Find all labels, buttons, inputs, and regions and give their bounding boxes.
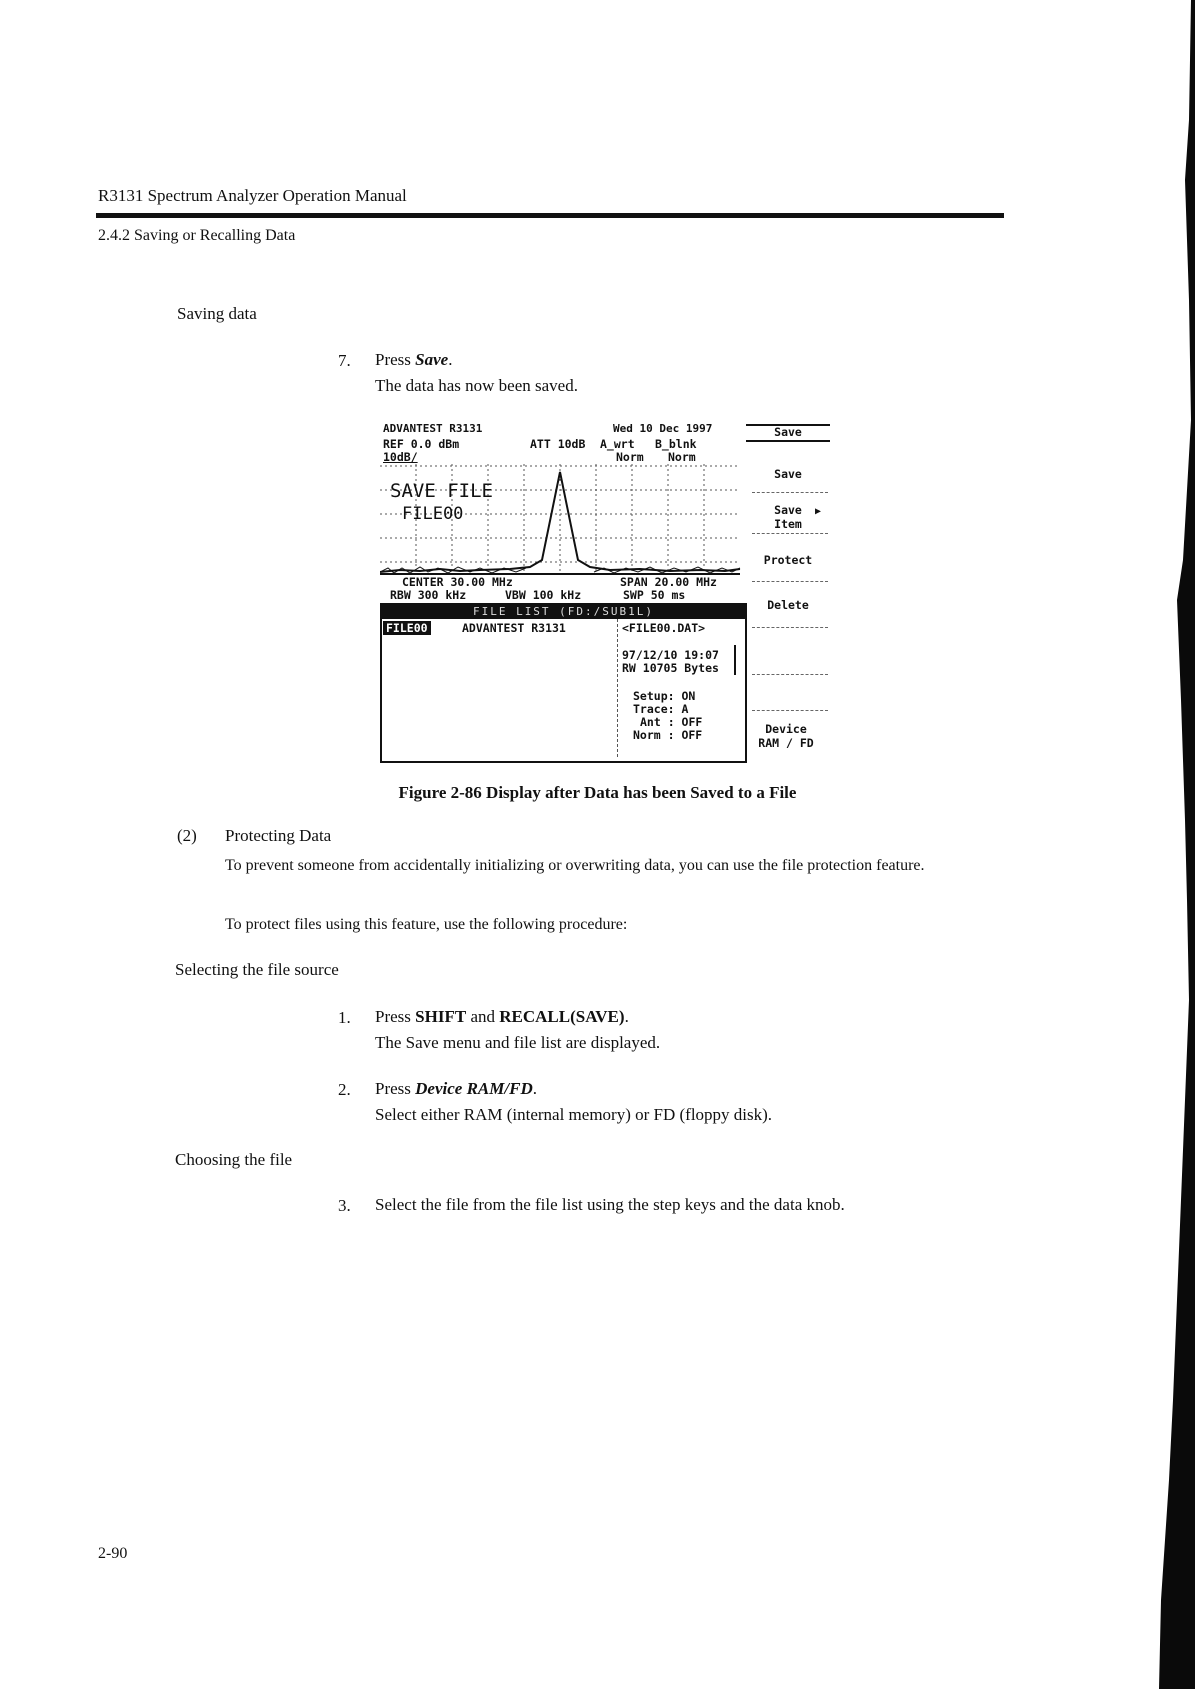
submenu-arrow-icon: ▶	[815, 506, 822, 517]
step-3-number: 3.	[338, 1196, 351, 1215]
softkey-title-rule	[746, 440, 830, 442]
screen-ref-level: REF 0.0 dBm	[383, 437, 460, 451]
scan-edge-shadow	[1155, 0, 1195, 1689]
file-date: 97/12/10 19:07	[622, 648, 719, 662]
section-2-number: (2)	[177, 826, 197, 845]
screen-rbw: RBW 300 kHz	[390, 588, 467, 602]
protecting-paragraph-1: To prevent someone from accidentally initializing or overwriting data, you can use the file protection feature.	[225, 857, 925, 874]
step-1-result: The Save menu and file list are displayed.	[375, 1033, 661, 1052]
softkey-save[interactable]: Save	[774, 467, 802, 481]
screen-attenuation: ATT 10dB	[530, 437, 586, 451]
selected-file[interactable]: FILE00	[383, 621, 431, 635]
softkey-menu-title: Save	[774, 425, 802, 439]
file-description: ADVANTEST R3131	[462, 621, 566, 635]
step-2-result: Select either RAM (internal memory) or FD (floppy disk).	[375, 1105, 773, 1124]
file-list-row[interactable]	[383, 621, 431, 635]
file-dat-name: <FILE00.DAT>	[622, 621, 706, 635]
section-title: 2.4.2 Saving or Recalling Data	[98, 227, 296, 244]
figure-caption: Figure 2-86 Display after Data has been Saved to a File	[398, 783, 797, 802]
screen-date: Wed 10 Dec 1997	[613, 422, 713, 435]
analyzer-display	[380, 420, 830, 765]
step-7-number: 7.	[338, 351, 351, 370]
file-norm: Norm : OFF	[633, 728, 703, 742]
file-size: RW 10705 Bytes	[622, 661, 719, 675]
screen-norm-b: Norm	[668, 450, 696, 464]
step-2-text: Press Device RAM/FD.	[375, 1079, 537, 1098]
recall-save-key-ref: RECALL(SAVE)	[499, 1007, 625, 1026]
screen-sweep: SWP 50 ms	[623, 588, 686, 602]
screen-span: SPAN 20.00 MHz	[620, 575, 717, 589]
file-ant: Ant : OFF	[640, 715, 703, 729]
screen-trace-b: B_blnk	[655, 437, 697, 451]
screen-vbw: VBW 100 kHz	[505, 588, 582, 602]
shift-key-ref: SHIFT	[415, 1007, 467, 1026]
screen-norm-a: Norm	[616, 450, 644, 464]
screen-trace-a: A_wrt	[600, 437, 635, 451]
screen-brand: ADVANTEST R3131	[383, 422, 483, 435]
screen-scale: 10dB/	[383, 450, 418, 464]
saved-file-name: FILE00	[402, 504, 464, 524]
manual-title: R3131 Spectrum Analyzer Operation Manual	[98, 186, 407, 205]
save-key-ref: Save	[415, 350, 449, 369]
selecting-source-heading: Selecting the file source	[175, 960, 339, 979]
device-ram-fd-key-ref: Device RAM/FD	[415, 1079, 533, 1098]
step-1-text: Press SHIFT and RECALL(SAVE).	[375, 1007, 629, 1026]
saving-data-heading: Saving data	[177, 304, 257, 323]
step-3-text: Select the file from the file list using the step keys and the data knob.	[375, 1195, 845, 1214]
step-7-result: The data has now been saved.	[375, 376, 578, 395]
softkey-device[interactable]: Device RAM / FD	[758, 722, 814, 750]
file-list-panel	[380, 603, 747, 763]
save-file-label: SAVE FILE	[390, 480, 493, 502]
file-info-divider	[617, 619, 618, 757]
softkey-delete[interactable]: Delete	[767, 598, 809, 612]
file-setup: Setup: ON	[633, 689, 696, 703]
step-7-text: Press Save.	[375, 350, 453, 369]
choosing-file-heading: Choosing the file	[175, 1150, 293, 1169]
page-number: 2-90	[98, 1545, 128, 1562]
softkey-protect[interactable]: Protect	[763, 553, 813, 567]
header-rule	[96, 213, 1004, 218]
screen-center-freq: CENTER 30.00 MHz	[402, 575, 513, 589]
file-trace: Trace: A	[633, 702, 689, 716]
file-info-bracket	[734, 645, 736, 675]
protecting-heading: Protecting Data	[225, 826, 332, 845]
step-2-number: 2.	[338, 1080, 351, 1099]
protecting-paragraph-2: To protect files using this feature, use the following procedure:	[225, 916, 628, 933]
step-1-number: 1.	[338, 1008, 351, 1027]
file-list-title-bar: FILE LIST (FD:/SUB1L)	[382, 605, 745, 619]
softkey-save-item[interactable]: Save Item	[774, 503, 802, 531]
